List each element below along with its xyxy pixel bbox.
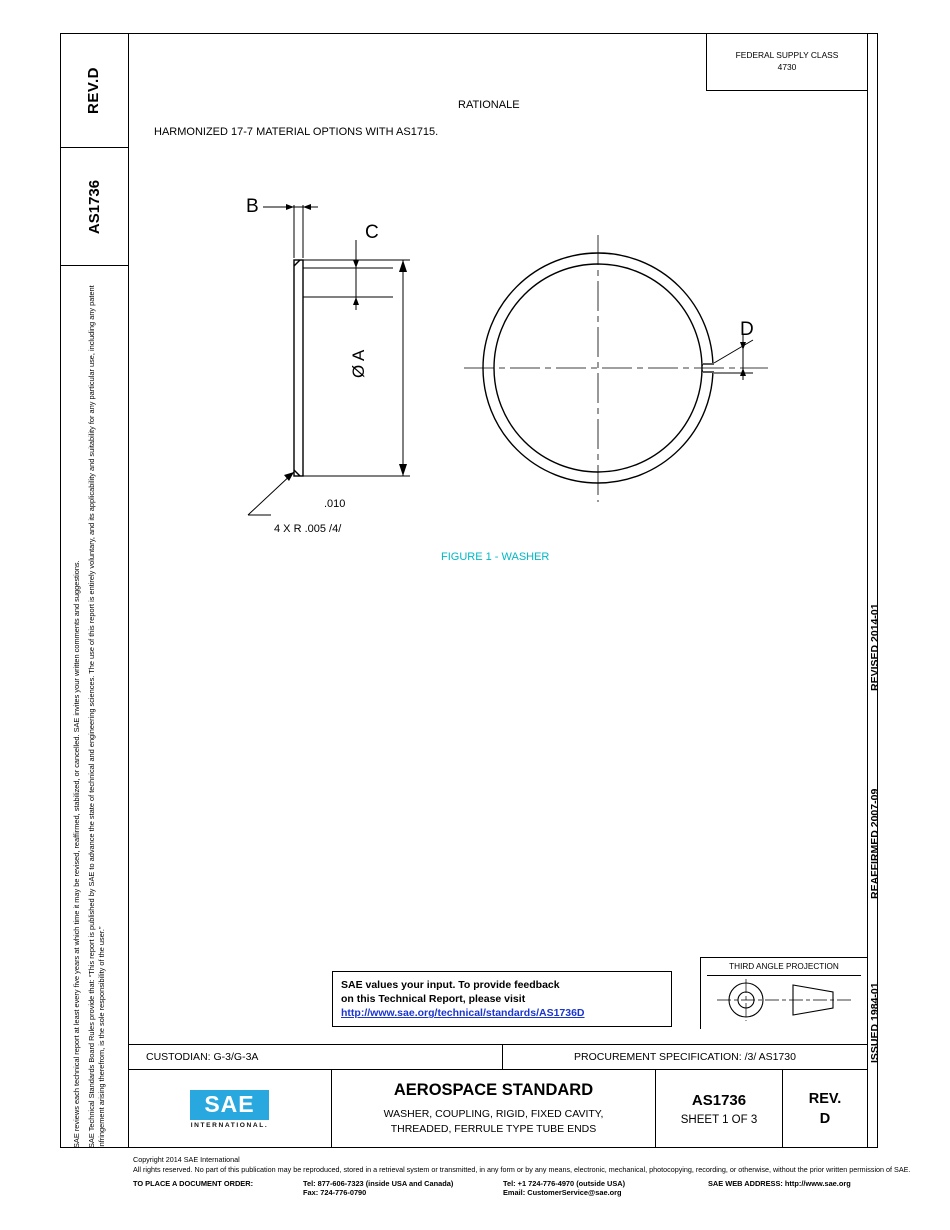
document-id-cell: [656, 1070, 783, 1148]
date-revised: REVISED 2014-01: [869, 603, 881, 691]
federal-supply-class-label: FEDERAL SUPPLY CLASS: [735, 49, 839, 60]
order-fax: Fax: 724-776-0790: [303, 1188, 367, 1198]
date-column: [867, 33, 881, 1148]
title-block: [128, 1070, 867, 1148]
standard-title-cell: [332, 1070, 656, 1148]
titleblock-rev-label: REV.: [808, 1091, 842, 1107]
third-angle-projection-label: THIRD ANGLE PROJECTION: [729, 962, 839, 971]
revision-value: D: [85, 67, 103, 79]
sae-logo: [128, 1070, 332, 1148]
date-issued: ISSUED 1984-01: [869, 982, 881, 1063]
sae-logo-subtitle: INTERNATIONAL.: [190, 1121, 269, 1129]
order-info-table: [133, 1179, 851, 1198]
legal-notice: [60, 270, 128, 1148]
legal-line-1: SAE Technical Standards Board Rules provide that: “This report is published by SAE to advance the state of technical and engineering sciences. The use of this report is entirely voluntary, and its applicability and suitability for any particular use, including any patent infringement arising therefrom, is the sole responsibility of the user.”: [87, 285, 106, 1148]
standard-subtitle-line-1: WASHER, COUPLING, RIGID, FIXED CAVITY,: [383, 1107, 604, 1120]
titleblock-rev-value: D: [819, 1111, 831, 1127]
order-web: SAE WEB ADDRESS: http://www.sae.org: [708, 1178, 851, 1188]
washer-technical-drawing: [128, 150, 868, 570]
spacer-2: [708, 1188, 851, 1198]
label-b: B: [246, 196, 259, 217]
feedback-box: [332, 971, 672, 1027]
rights-notice: All rights reserved. No part of this publication may be reproduced, stored in a retrieval system or transmitted, in any form or by any means, electronic, mechanical, photocopying, recording, or otherwise, without the prior written permission of SAE.: [133, 1165, 911, 1175]
date-reaffirmed: REAFFIRMED 2007-09: [869, 788, 881, 899]
standard-title: AEROSPACE STANDARD: [393, 1080, 594, 1099]
legal-line-2: SAE reviews each technical report at least every five years at which time it may be revised, reaffirmed, stabilized, or cancelled. SAE invites your written comments and suggestions.: [72, 560, 81, 1148]
federal-supply-class-box: [706, 33, 867, 91]
feedback-line-1: SAE values your input. To provide feedback: [341, 979, 560, 991]
third-angle-projection-box: [700, 957, 867, 1029]
rationale-heading: RATIONALE: [458, 99, 520, 111]
revision-cell: [783, 1070, 867, 1148]
label-c: C: [365, 222, 379, 243]
label-d: D: [740, 319, 754, 340]
copyright-notice: Copyright 2014 SAE International: [133, 1155, 240, 1164]
custodian-label: CUSTODIAN: G-3/G-3A: [128, 1045, 503, 1069]
revision-box: [60, 33, 128, 148]
standard-subtitle-line-2: THREADED, FERRULE TYPE TUBE ENDS: [390, 1123, 597, 1135]
order-tel-inside: Tel: 877-606-7323 (inside USA and Canada): [303, 1178, 454, 1188]
spacer: [133, 1188, 303, 1198]
revision-label: REV.: [85, 78, 103, 114]
titleblock-doc-number: AS1736: [691, 1092, 747, 1109]
document-number-box: [60, 148, 128, 266]
label-radius-note: 4 X R .005 /4/: [274, 523, 342, 535]
rationale-text: HARMONIZED 17-7 MATERIAL OPTIONS WITH AS1715.: [154, 126, 439, 138]
feedback-line-2: on this Technical Report, please visit: [341, 993, 526, 1006]
order-tel-outside: Tel: +1 724-776-4970 (outside USA): [503, 1178, 626, 1188]
order-label: TO PLACE A DOCUMENT ORDER:: [133, 1178, 254, 1188]
page-footer: [133, 1155, 933, 1198]
projection-symbol: [701, 976, 866, 1022]
federal-supply-class-value: 4730: [777, 61, 797, 72]
label-diameter-a: Ø A: [349, 349, 368, 378]
feedback-link[interactable]: http://www.sae.org/technical/standards/AS1736D: [341, 1007, 585, 1020]
custodian-row: [128, 1044, 867, 1070]
label-radius-top: .010: [324, 498, 346, 510]
sae-logo-mark: SAE: [190, 1090, 268, 1120]
figure-caption: FIGURE 1 - WASHER: [441, 551, 550, 563]
document-number: AS1736: [85, 179, 103, 235]
sheet-number: SHEET 1 OF 3: [680, 1114, 758, 1126]
procurement-specification: PROCUREMENT SPECIFICATION: /3/ AS1730: [574, 1051, 796, 1063]
order-email: Email: CustomerService@sae.org: [503, 1188, 622, 1198]
